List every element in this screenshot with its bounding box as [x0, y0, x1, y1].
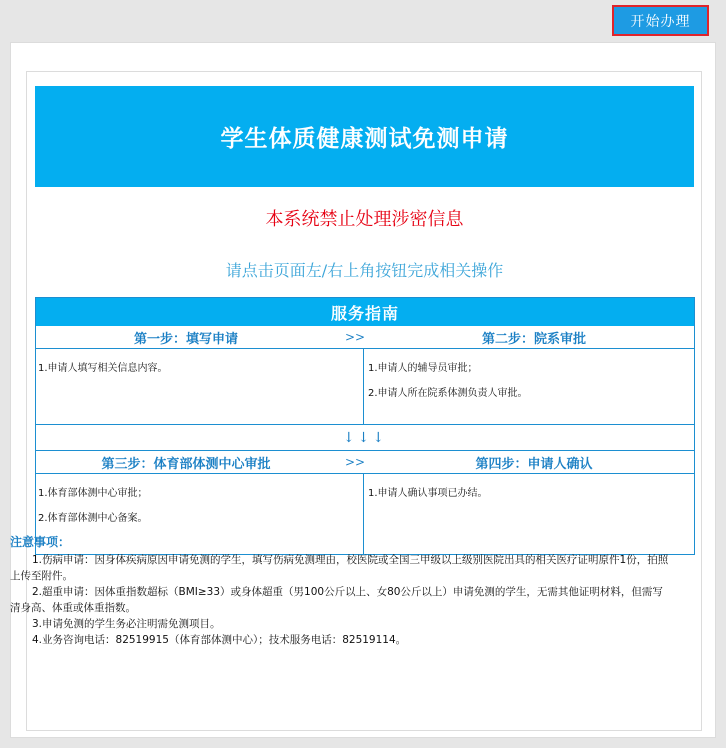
notes-title: 注意事项： — [10, 535, 71, 549]
steps-header-row-1 — [36, 326, 694, 349]
step2-title: 第二步：院系审批 — [481, 331, 586, 347]
start-button[interactable]: 开始办理 — [612, 5, 709, 36]
note-item: 4.业务咨询电话：82519915（体育部体测中心）；技术服务电话：82519114。 — [32, 634, 407, 646]
next-arrow: >> — [344, 455, 366, 469]
note-item: 3.申请免测的学生务必注明需免测项目。 — [32, 618, 221, 630]
steps-header-row-2 — [36, 451, 694, 474]
step3-item: 2.体育部体测中心备案。 — [38, 513, 148, 524]
step4-item: 1.申请人确认事项已办结。 — [368, 488, 488, 499]
notes-section — [10, 534, 670, 648]
steps-body-row-1 — [36, 349, 694, 425]
step1-title: 第一步：填写申请 — [133, 331, 238, 347]
security-warning: 本系统禁止处理涉密信息 — [265, 209, 464, 230]
step2-item: 2.申请人所在院系体测负责人审批。 — [368, 388, 528, 399]
page-title: 学生体质健康测试免测申请 — [220, 125, 509, 152]
note-item: 1.伤病申请：因身体疾病原因申请免测的学生，填写伤病免测理由，校医院或全国三甲级以上级别医院出具的相关医疗证明原件1份，拍照上传至附件。 — [10, 554, 669, 582]
service-guide-title: 服务指南 — [36, 298, 694, 326]
step3-item: 1.体育部体测中心审批； — [38, 488, 148, 499]
operation-hint: 请点击页面左/右上角按钮完成相关操作 — [225, 261, 504, 280]
note-item: 2.超重申请：因体重指数超标（BMI≥33）或身体超重（男100公斤以上、女80公斤以上）申请免测的学生，无需其他证明材料，但需写清身高、体重或体重指数。 — [10, 586, 663, 614]
step2-details — [364, 349, 694, 424]
down-arrows: ↓↓↓ — [36, 425, 694, 451]
step1-details — [36, 349, 364, 424]
step3-title: 第三步：体育部体测中心审批 — [101, 456, 271, 472]
next-arrow: >> — [344, 330, 366, 344]
step2-item: 1.申请人的辅导员审批； — [368, 363, 478, 374]
step1-item: 1.申请人填写相关信息内容。 — [38, 363, 168, 374]
page-title-banner — [35, 86, 694, 187]
service-guide — [35, 297, 695, 555]
step4-title: 第四步：申请人确认 — [475, 456, 593, 472]
